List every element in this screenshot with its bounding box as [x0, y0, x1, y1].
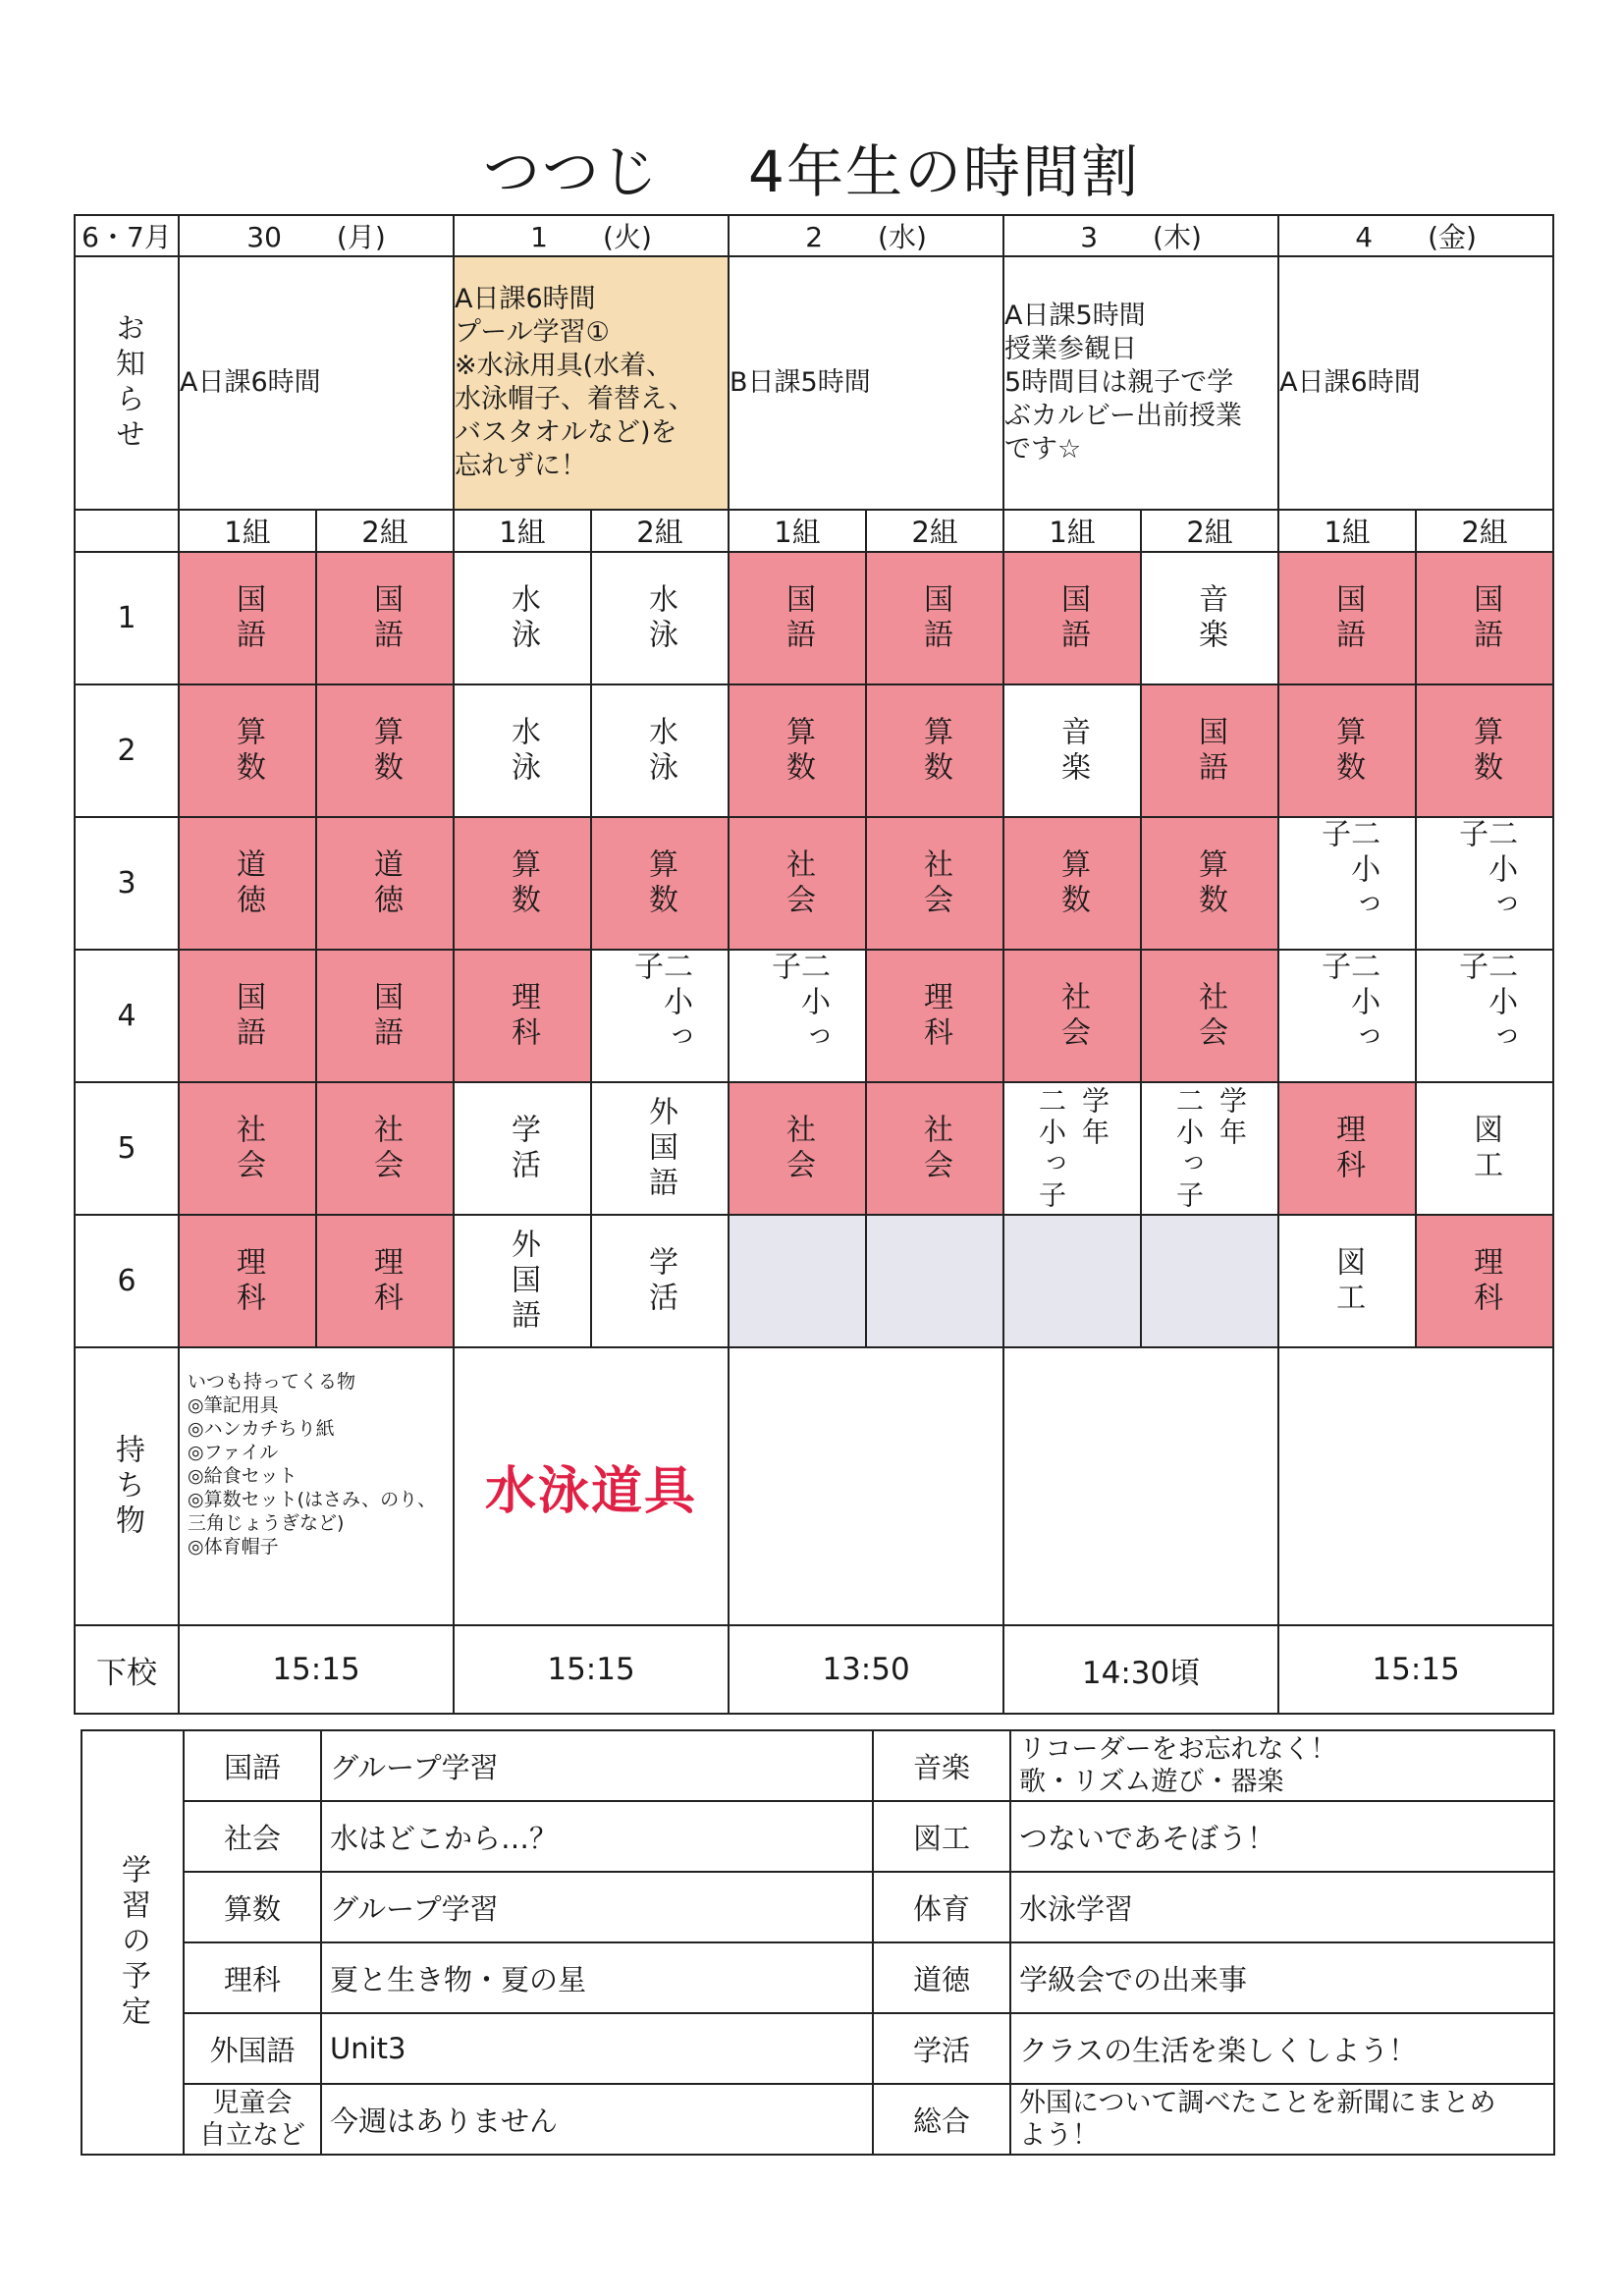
timetable-cell — [316, 684, 454, 817]
subject-label: 学活 — [506, 1113, 541, 1184]
plan-content: 夏と生き物・夏の星 — [321, 1942, 873, 2013]
notice-thu: A日課5時間 授業参観日 5時間目は親子で学 ぶカルビー出前授業 です☆ — [1003, 256, 1278, 510]
plan-subject: 外国語 — [184, 2013, 321, 2084]
subject-label: 道徳 — [231, 847, 265, 919]
subject-label: 外国語 — [506, 1228, 541, 1335]
timetable-cell — [729, 817, 866, 950]
gekou-time: 14:30頃 — [1003, 1625, 1278, 1714]
notice-fri: A日課6時間 — [1278, 256, 1553, 510]
plan-subject: 体育 — [873, 1872, 1010, 1942]
subject-label: 社会 — [918, 847, 953, 919]
kumi-1: 1組 — [454, 510, 591, 552]
timetable-cell — [866, 684, 1003, 817]
subject-label: 社会 — [1055, 980, 1091, 1052]
timetable-cell — [316, 817, 454, 950]
plan-content: 水はどこから…？ — [321, 1801, 873, 1872]
plan-label: 学習の予定 — [81, 1730, 184, 2155]
subject-label: 国語 — [1193, 715, 1228, 787]
timetable-cell — [729, 1215, 866, 1347]
timetable-cell — [1278, 684, 1416, 817]
plan-content: グループ学習 — [321, 1872, 873, 1942]
subject-label: 学活 — [643, 1245, 678, 1317]
subject-label: 音楽 — [1055, 715, 1091, 787]
day-header: 2 (水) — [729, 215, 1003, 256]
subject-label: 二小っ子 — [766, 951, 831, 1057]
plan-content: 学級会での出来事 — [1010, 1942, 1554, 2013]
day-header: 3 (木) — [1003, 215, 1278, 256]
subject-label: 社会 — [781, 1113, 816, 1184]
timetable-cell — [1416, 950, 1553, 1082]
subject-label: 二小っ子 — [628, 951, 693, 1057]
subject-label: 二小っ子 — [1453, 818, 1518, 924]
subject-label: 音楽 — [1193, 582, 1228, 654]
subject-label: 二小っ子 — [1453, 951, 1518, 1057]
subject-label: 水泳 — [506, 582, 541, 654]
subject-label: 国語 — [781, 582, 816, 654]
timetable-cell — [179, 817, 316, 950]
period-number: 4 — [75, 950, 179, 1082]
mochimono-tue: 水泳道具 — [454, 1347, 729, 1625]
timetable-cell — [866, 1215, 1003, 1347]
timetable-cell — [316, 950, 454, 1082]
timetable-cell — [316, 1082, 454, 1215]
plan-subject: 総合 — [873, 2084, 1010, 2155]
kumi-1: 1組 — [729, 510, 866, 552]
plan-subject: 児童会 自立など — [184, 2084, 321, 2155]
plan-content: リコーダーをお忘れなく！ 歌・リズム遊び・器楽 — [1010, 1730, 1554, 1801]
subject-label: 社会 — [918, 1113, 953, 1184]
plan-content: クラスの生活を楽しくしよう！ — [1010, 2013, 1554, 2084]
timetable-cell — [1416, 1215, 1553, 1347]
timetable-cell — [316, 552, 454, 684]
subject-label: 学年 — [1216, 1085, 1249, 1149]
timetable-cell — [1003, 1215, 1141, 1347]
page-title — [0, 126, 1623, 208]
kumi-blank — [75, 510, 179, 552]
timetable-cell — [454, 817, 591, 950]
gekou-time: 13:50 — [729, 1625, 1003, 1714]
timetable-cell — [591, 1082, 729, 1215]
subject-label: 社会 — [231, 1113, 265, 1184]
subject-label: 外国語 — [643, 1095, 678, 1202]
kumi-2: 2組 — [316, 510, 454, 552]
period-number: 1 — [75, 552, 179, 684]
timetable-cell — [729, 1082, 866, 1215]
plan-content: グループ学習 — [321, 1730, 873, 1801]
timetable-cell — [179, 552, 316, 684]
subject-label: 国語 — [231, 980, 265, 1052]
subject-label: 算数 — [1055, 847, 1091, 919]
kumi-2: 2組 — [591, 510, 729, 552]
timetable-cell — [1278, 552, 1416, 684]
period-number: 6 — [75, 1215, 179, 1347]
timetable-cell — [591, 684, 729, 817]
period-number: 2 — [75, 684, 179, 817]
timetable-cell — [866, 817, 1003, 950]
title-main: 4年生の時間割 — [748, 138, 1140, 205]
subject-label: 理科 — [1330, 1113, 1366, 1184]
timetable-cell — [454, 684, 591, 817]
subject-label: 水泳 — [506, 715, 541, 787]
kumi-1: 1組 — [1003, 510, 1141, 552]
timetable-cell — [179, 1082, 316, 1215]
day-header: 1 (火) — [454, 215, 729, 256]
subject-label: 算数 — [1468, 715, 1503, 787]
timetable-cell — [729, 684, 866, 817]
subject-label: 水泳 — [643, 582, 678, 654]
mochimono-list: いつも持ってくる物 ◎筆記用具 ◎ハンカチちり紙 ◎ファイル ◎給食セット ◎算数セット(はさみ、のり、 三角じょうぎなど) ◎体育帽子 — [179, 1347, 454, 1625]
subject-label: 道徳 — [368, 847, 403, 919]
mochimono-fri — [1278, 1347, 1553, 1625]
kumi-2: 2組 — [1141, 510, 1278, 552]
notice-label: お知らせ — [75, 256, 179, 510]
timetable-cell — [454, 552, 591, 684]
timetable-cell — [1003, 552, 1141, 684]
mochimono-wed — [729, 1347, 1003, 1625]
subject-label: 国語 — [368, 582, 403, 654]
timetable-cell — [179, 950, 316, 1082]
timetable-cell — [591, 1215, 729, 1347]
kumi-1: 1組 — [179, 510, 316, 552]
subject-label: 図工 — [1468, 1113, 1503, 1184]
timetable-cell — [866, 552, 1003, 684]
period-number: 3 — [75, 817, 179, 950]
timetable-cell — [866, 950, 1003, 1082]
timetable-cell — [179, 1215, 316, 1347]
subject-label: 国語 — [1330, 582, 1366, 654]
timetable-cell — [729, 950, 866, 1082]
subject-label: 二小っ子 — [1316, 818, 1380, 924]
timetable-cell — [866, 1082, 1003, 1215]
timetable-cell — [1416, 552, 1553, 684]
day-header: 4 (金) — [1278, 215, 1553, 256]
subject-label: 理科 — [231, 1245, 265, 1317]
subject-label: 国語 — [1468, 582, 1503, 654]
timetable-cell — [454, 1082, 591, 1215]
subject-label: 算数 — [781, 715, 816, 787]
day-header: 30 (月) — [179, 215, 454, 256]
plan-subject: 算数 — [184, 1872, 321, 1942]
timetable-cell — [1141, 684, 1278, 817]
plan-subject: 理科 — [184, 1942, 321, 2013]
plan-content: 外国について調べたことを新聞にまとめ よう！ — [1010, 2084, 1554, 2155]
timetable — [74, 214, 1554, 1715]
gekou-label: 下校 — [75, 1625, 179, 1714]
timetable-cell — [1003, 817, 1141, 950]
plan-content: 水泳学習 — [1010, 1872, 1554, 1942]
subject-label: 社会 — [781, 847, 816, 919]
plan-subject: 音楽 — [873, 1730, 1010, 1801]
subject-label: 理科 — [506, 980, 541, 1052]
subject-label: 算数 — [1330, 715, 1366, 787]
timetable-cell — [179, 684, 316, 817]
subject-label: 水泳 — [643, 715, 678, 787]
plan-subject: 学活 — [873, 2013, 1010, 2084]
timetable-cell — [454, 950, 591, 1082]
subject-label: 国語 — [1055, 582, 1091, 654]
kumi-2: 2組 — [866, 510, 1003, 552]
plan-subject: 国語 — [184, 1730, 321, 1801]
timetable-cell — [316, 1215, 454, 1347]
plan-subject: 道徳 — [873, 1942, 1010, 2013]
subject-label: 学年 — [1078, 1085, 1111, 1149]
subject-label: 算数 — [918, 715, 953, 787]
gekou-time: 15:15 — [454, 1625, 729, 1714]
subject-label: 図工 — [1330, 1245, 1366, 1317]
timetable-cell — [1003, 684, 1141, 817]
subject-label: 社会 — [368, 1113, 403, 1184]
notice-mon: A日課6時間 — [179, 256, 454, 510]
subject-label: 理科 — [918, 980, 953, 1052]
plan-content: 今週はありません — [321, 2084, 873, 2155]
month-label: 6・7月 — [75, 215, 179, 256]
timetable-cell — [1278, 950, 1416, 1082]
subject-label: 二小っ子 — [1035, 1085, 1068, 1212]
subject-label: 社会 — [1193, 980, 1228, 1052]
timetable-cell — [1141, 950, 1278, 1082]
gekou-time: 15:15 — [179, 1625, 454, 1714]
plan-subject: 図工 — [873, 1801, 1010, 1872]
timetable-cell — [591, 552, 729, 684]
timetable-cell — [1416, 1082, 1553, 1215]
timetable-cell — [1416, 684, 1553, 817]
subject-label: 理科 — [1468, 1245, 1503, 1317]
mochimono-thu — [1003, 1347, 1278, 1625]
timetable-cell — [591, 817, 729, 950]
timetable-cell — [1141, 1082, 1278, 1215]
subject-label: 算数 — [1193, 847, 1228, 919]
timetable-cell — [1003, 1082, 1141, 1215]
subject-label: 二小っ子 — [1316, 951, 1380, 1057]
period-number: 5 — [75, 1082, 179, 1215]
timetable-cell — [1278, 1082, 1416, 1215]
plan-subject: 社会 — [184, 1801, 321, 1872]
timetable-cell — [1141, 817, 1278, 950]
plan-content: つないであそぼう！ — [1010, 1801, 1554, 1872]
subject-label: 国語 — [368, 980, 403, 1052]
timetable-cell — [1416, 817, 1553, 950]
timetable-cell — [1141, 1215, 1278, 1347]
mochimono-label: 持ち物 — [75, 1347, 179, 1625]
kumi-2: 2組 — [1416, 510, 1553, 552]
subject-label: 算数 — [506, 847, 541, 919]
timetable-cell — [1278, 817, 1416, 950]
subject-label: 国語 — [918, 582, 953, 654]
subject-label: 国語 — [231, 582, 265, 654]
timetable-cell — [591, 950, 729, 1082]
kumi-1: 1組 — [1278, 510, 1416, 552]
subject-label: 二小っ子 — [1172, 1085, 1206, 1212]
subject-label: 理科 — [368, 1245, 403, 1317]
notice-tue: A日課6時間 プール学習① ※水泳用具(水着、 水泳帽子、着替え、 バスタオルなど)を 忘れずに！ — [454, 256, 729, 510]
gekou-time: 15:15 — [1278, 1625, 1553, 1714]
subject-label: 算数 — [643, 847, 678, 919]
timetable-cell — [729, 552, 866, 684]
timetable-cell — [454, 1215, 591, 1347]
study-plan — [81, 1729, 1555, 2156]
title-class: つつじ — [483, 138, 661, 205]
timetable-cell — [1141, 552, 1278, 684]
notice-wed: B日課5時間 — [729, 256, 1003, 510]
subject-label: 算数 — [368, 715, 403, 787]
timetable-cell — [1003, 950, 1141, 1082]
timetable-cell — [1278, 1215, 1416, 1347]
plan-content: Unit3 — [321, 2013, 873, 2084]
subject-label: 算数 — [231, 715, 265, 787]
